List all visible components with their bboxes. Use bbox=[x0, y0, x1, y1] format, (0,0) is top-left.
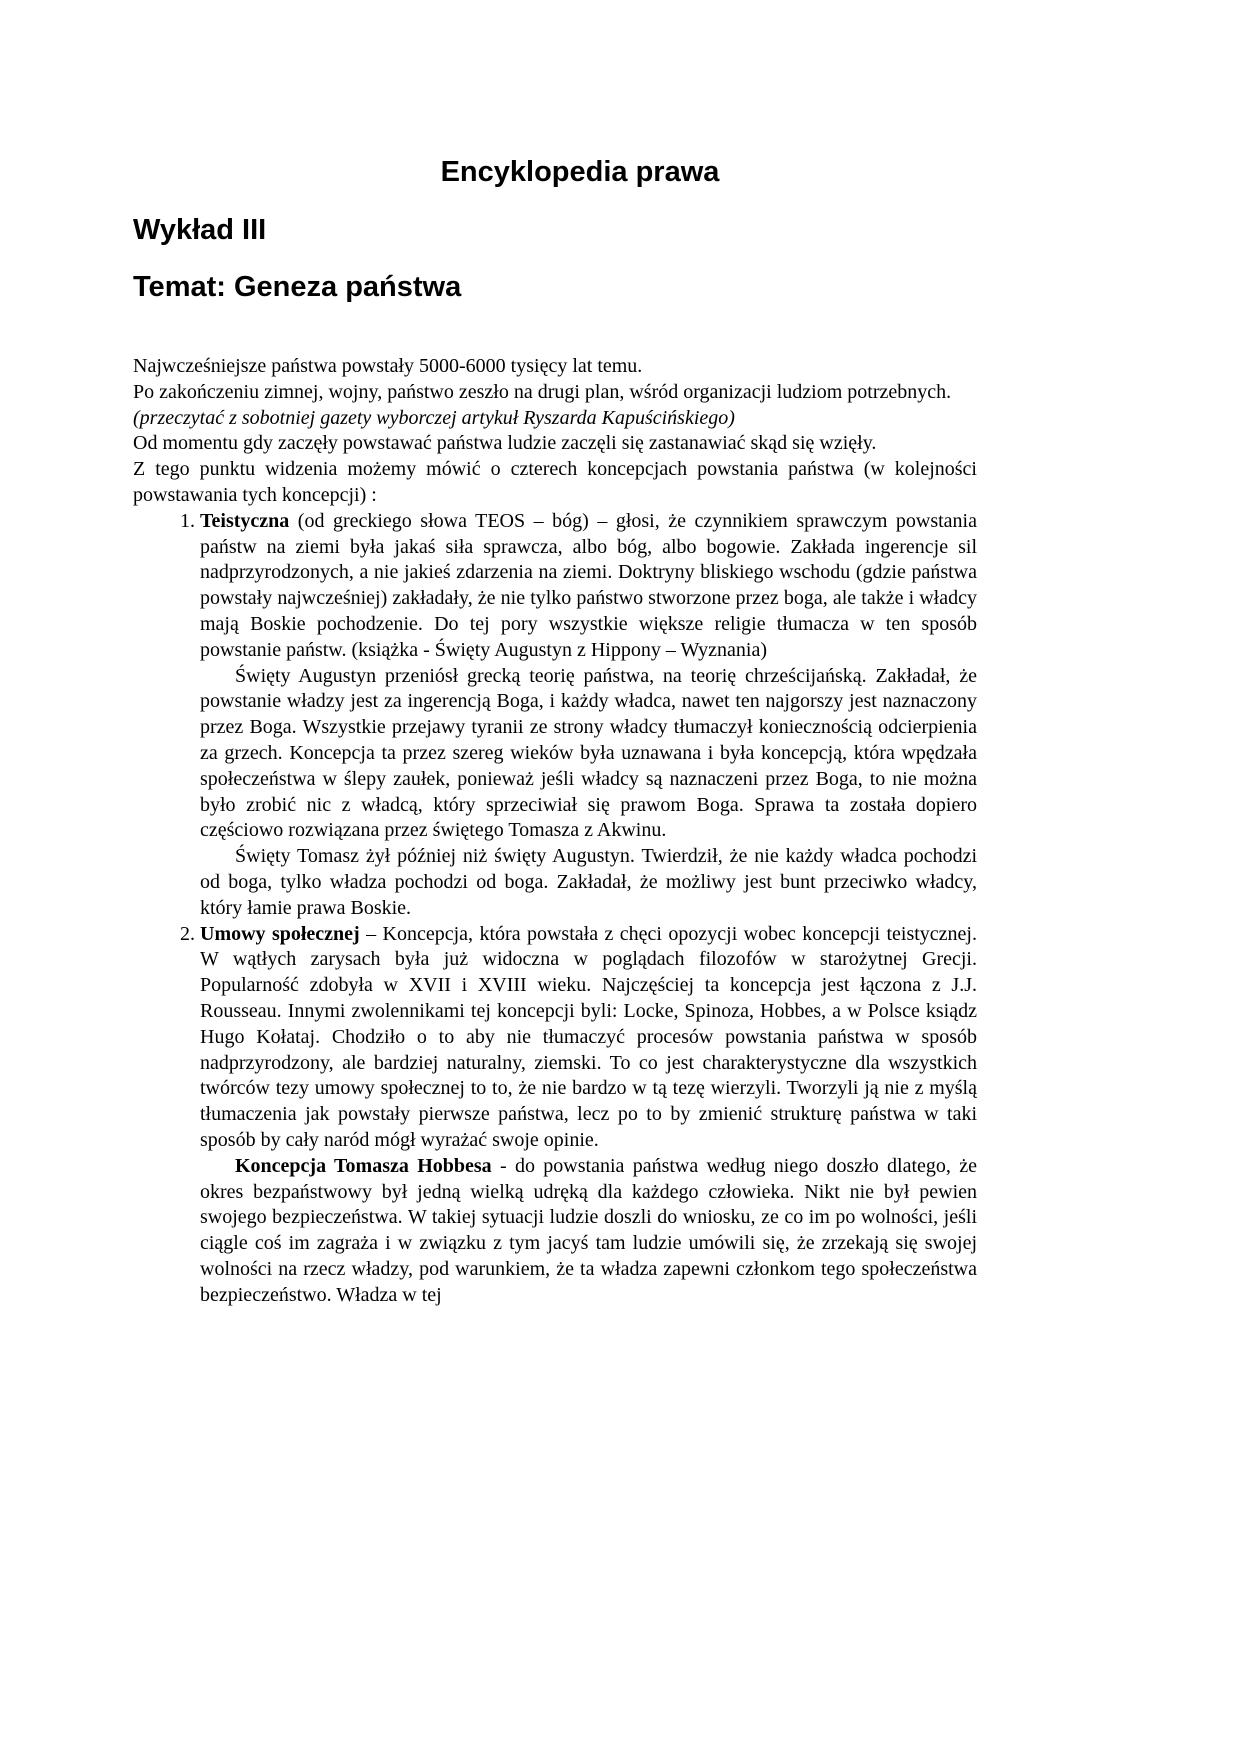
lecture-heading: Wykład III bbox=[133, 214, 267, 246]
document-body bbox=[133, 354, 977, 1308]
paragraph: Święty Augustyn przeniósł grecką teorię państwa, na teorię chrześcijańską. Zakładał, że powstanie władzy jest za ingerencją Boga, i każdy władca, nawet ten najgorszy jest naznaczony przez Boga. Wszystkie przejawy tyranii ze strony władcy tłumaczył koniecznością odcierpienia za grzech. Koncepcja ta przez szereg wieków była uznawana i była koncepcją, która wpędzała społeczeństwa w ślepy zaułek, ponieważ jeśli władcy są naznaczeni przez Boga, to nie można było zrobić nic z władcą, który sprzeciwiał się prawom Boga. Sprawa ta została dopiero częściowo rozwiązana przez świętego Tomasza z Akwinu. bbox=[200, 664, 977, 842]
topic-heading: Temat: Geneza państwa bbox=[133, 271, 462, 303]
concept-term: Umowy społecznej bbox=[200, 922, 360, 945]
list-item bbox=[200, 509, 977, 922]
paragraph: Od momentu gdy zaczęły powstawać państwa ludzie zaczęli się zastanawiać skąd się wzięły. bbox=[133, 432, 877, 455]
sub-concept-term: Koncepcja Tomasza Hobbesa bbox=[235, 1154, 492, 1177]
concepts-list bbox=[133, 509, 977, 1309]
concept-text: (od greckiego słowa TEOS – bóg) – głosi, że czynnikiem sprawczym powstania państw na ziemi była jakaś siła sprawcza, albo bóg, albo bogowie. Zakłada ingerencje sil nadprzyrodzonych, a nie jakieś zdarzenia na ziemi. Doktryny bliskiego wschodu (gdzie państwa powstały najwcześniej) zakładały, że nie tylko państwo stworzone przez boga, ale także i władcy mają Boskie pochodzenie. Do tej pory wszystkie większe religie tłumacza w ten sposób powstanie państw. (książka - Święty Augustyn z Hippony – Wyznania) bbox=[200, 509, 977, 661]
list-item bbox=[200, 922, 977, 1309]
paragraph: Z tego punktu widzenia możemy mówić o czterech koncepcjach powstania państwa (w kolejności powstawania tych koncepcji) : bbox=[133, 458, 977, 506]
document-title: Encyklopedia prawa bbox=[440, 156, 720, 188]
concept-text: – Koncepcja, która powstała z chęci opozycji wobec koncepcji teistycznej. W wątłych zarysach była już widoczna w poglądach filozofów w starożytnej Grecji. Popularność zdobyła w XVII i XVIII wieku. Najczęściej ta koncepcja jest łączona z J.J. Rousseau. Innymi zwolennikami tej koncepcji byli: Locke, Spinoza, Hobbes, a w Polsce ksiądz Hugo Kołataj. Chodziło o to aby nie tłumaczyć procesów powstania państwa w sposób nadprzyrodzony, ale bardziej naturalny, ziemski. To co jest charakterystyczne dla wszystkich twórców tezy umowy społecznej to to, że nie bardzo w tą tezę wierzyli. Tworzyli ją nie z myślą tłumaczenia jak powstały pierwsze państwa, lecz po to by zmienić strukturę państwa w taki sposób by cały naród mógł wyrażać swoje opinie. bbox=[200, 922, 977, 1151]
paragraph: Po zakończeniu zimnej, wojny, państwo zeszło na drugi plan, wśród organizacji ludziom potrzebnych. bbox=[133, 380, 952, 403]
paragraph: Najwcześniejsze państwa powstały 5000-6000 tysięcy lat temu. bbox=[133, 355, 643, 377]
reading-note: (przeczytać z sobotniej gazety wyborczej artykuł Ryszarda Kapuścińskiego) bbox=[133, 406, 735, 429]
concept-term: Teistyczna bbox=[200, 509, 290, 532]
document-page bbox=[133, 150, 977, 1308]
sub-concept-text: - do powstania państwa według niego doszło dlatego, że okres bezpaństwowy był jedną wielką udręką dla każdego człowieka. Nikt nie był pewien swojego bezpieczeństwa. W takiej sytuacji ludzie doszli do wniosku, ze co im po wolności, jeśli ciągle coś im zagraża i w związku z tym jacyś tam ludzie umówili się, że zrzekają się swojej wolności na rzecz władzy, pod warunkiem, że ta władza zapewni członkom tego społeczeństwa bezpieczeństwo. Władza w tej bbox=[200, 1154, 977, 1306]
paragraph: Święty Tomasz żył później niż święty Augustyn. Twierdził, że nie każdy władca pochodzi od boga, tylko władza pochodzi od boga. Zakładał, że możliwy jest bunt przeciwko władcy, który łamie prawa Boskie. bbox=[200, 845, 977, 919]
